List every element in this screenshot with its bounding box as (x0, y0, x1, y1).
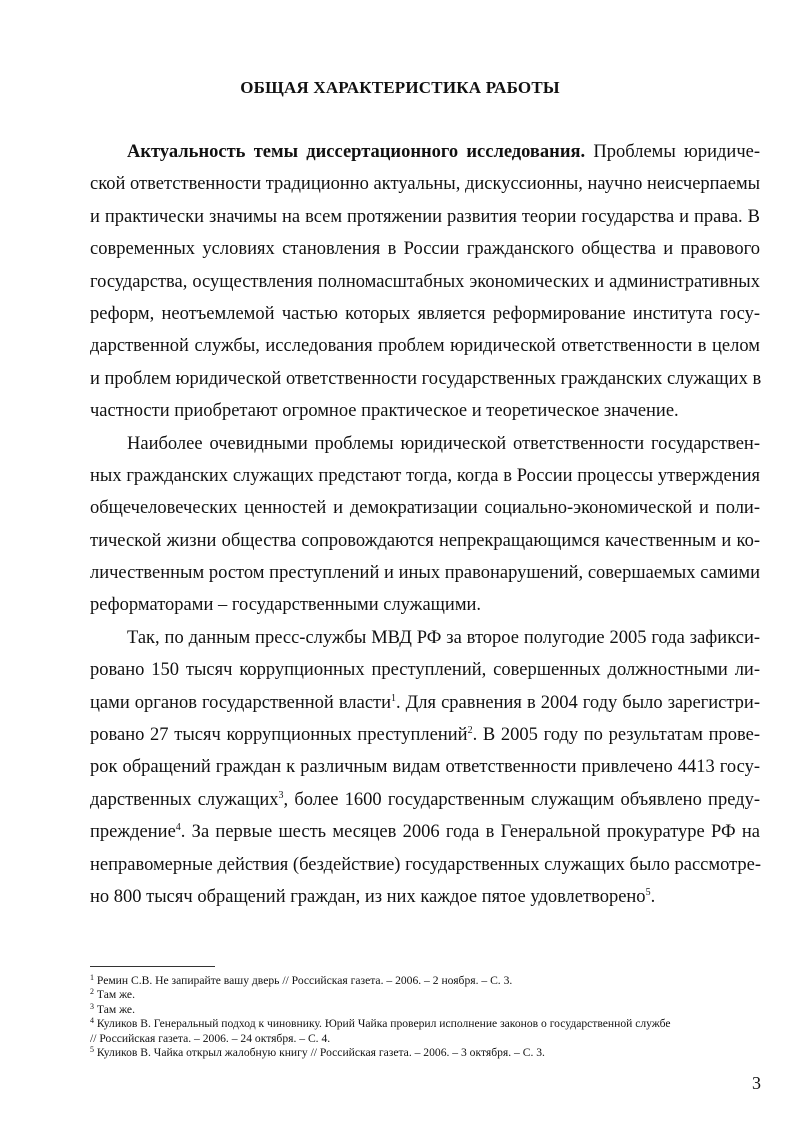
paragraph-line (90, 622, 760, 654)
text-run: ных гражданских служащих предстают тогда, когда в России процессы утверждения (90, 465, 760, 486)
footnote-ref: 3 (278, 789, 284, 801)
text-run: ровано 150 тысяч коррупционных преступлений, совершенных должностными ли- (90, 660, 760, 681)
text-run: современных условиях становления в России гражданского общества и правового (90, 239, 760, 260)
footnote-ref: 5 (90, 1044, 94, 1054)
footnote-ref: 1 (90, 973, 94, 982)
paragraph-line (90, 298, 760, 330)
footnote-ref: 1 (391, 692, 397, 704)
footnote-ref: 2 (90, 987, 94, 997)
text-run: , более 1600 государственным служащим объявлено преду- (283, 789, 760, 810)
paragraph-line (90, 136, 760, 168)
paragraph-line (90, 492, 760, 524)
text-run: частности приобретают огромное практическое и теоретическое значение. (90, 401, 679, 422)
text-run: ровано 27 тысяч коррупционных преступлений (90, 725, 468, 746)
text-run: . (650, 886, 656, 907)
paragraph-line (90, 168, 760, 200)
text-run: . В 2005 году по результатам прове- (472, 725, 760, 746)
text-run: личественным ростом преступлений и иных правонарушений, совершаемых самими (90, 563, 760, 584)
paragraph-line (90, 816, 760, 848)
text-run: Куликов В. Чайка открыл жалобную книгу // Российская газета. – 2006. – 3 октября. – С. 3. (94, 1045, 545, 1059)
paragraph-line (90, 363, 760, 395)
text-run: рок обращений граждан к различным видам ответственности привлечено 4413 госу- (90, 757, 760, 778)
text-run: реформ, неотъемлемой частью которых является реформирование института госу- (90, 303, 760, 324)
footnote-ref: 2 (467, 725, 473, 737)
text-run: . Для сравнения в 2004 году было зарегистри- (396, 692, 760, 713)
text-run: государства, осуществления полномасштабных экономических и административных (90, 271, 760, 292)
footnote-ref: 5 (645, 886, 651, 898)
text-run: Там же. (94, 988, 135, 1002)
footnote (90, 1003, 780, 1017)
footnote (90, 988, 780, 1002)
text-run: Проблемы юридиче- (585, 142, 761, 162)
footnote (90, 1032, 780, 1046)
text-run: тической жизни общества сопровождаются непрекращающимся качественным и ко- (90, 530, 760, 551)
text-run: и практически значимы на всем протяжении развития теории государства и права. В (90, 206, 760, 227)
paragraph-line (90, 557, 760, 589)
text-run: неправомерные действия (бездействие) государственных служащих было рассмотре- (90, 854, 762, 875)
paragraph-line (90, 881, 760, 913)
footnote-ref: 3 (90, 1001, 94, 1011)
paragraph-line (90, 849, 760, 881)
paragraph-line (90, 525, 760, 557)
paragraph-line (90, 233, 760, 265)
text-run: и проблем юридической ответственности государственных гражданских служащих в (90, 368, 762, 389)
paragraph-line (90, 201, 760, 233)
paragraph-line (90, 428, 760, 460)
footnotes (90, 974, 780, 1060)
paragraph-line (90, 751, 760, 783)
footnote-ref: 4 (90, 1016, 94, 1026)
text-run: преждение (90, 822, 176, 843)
paragraph-line (90, 266, 760, 298)
text-run: Там же. (94, 1002, 135, 1016)
footnote (90, 974, 780, 988)
paragraph-line (90, 460, 760, 492)
text-run: // Российская газета. – 2006. – 24 октября. – С. 4. (90, 1031, 331, 1045)
footnote-separator (90, 966, 215, 967)
text-run: . За первые шесть месяцев 2006 года в Генеральной прокуратуре РФ на (180, 822, 760, 843)
text-run: общечеловеческих ценностей и демократизации социально-экономической и поли- (90, 498, 760, 519)
text-run: ской ответственности традиционно актуальны, дискуссионны, научно неисчерпаемы (90, 174, 761, 195)
paragraph-line (90, 784, 760, 816)
text-run: Куликов В. Генеральный подход к чиновнику. Юрий Чайка проверил исполнение законов о государственной службе (94, 1017, 671, 1031)
paragraph-line (90, 395, 760, 427)
text-run: но 800 тысяч обращений граждан, из них каждое пятое удовлетворено (90, 886, 646, 907)
text-run: Ремин С.В. Не запирайте вашу дверь // Российская газета. – 2006. – 2 ноября. – С. 3. (94, 974, 513, 987)
text-run: Так, по данным пресс-службы МВД РФ за второе полугодие 2005 года зафикси- (127, 627, 760, 648)
paragraph-line (90, 719, 760, 751)
footnote (90, 1046, 780, 1060)
page-number: 3 (752, 1073, 761, 1093)
bold-lead-in: Актуальность темы диссертационного исследования. (127, 142, 586, 162)
paragraph-line (90, 330, 760, 362)
paragraph-line (90, 589, 760, 621)
footnote-ref: 4 (175, 822, 181, 834)
paragraph-line (90, 687, 760, 719)
text-run: дарственных служащих (90, 789, 279, 810)
footnote (90, 1017, 780, 1031)
text-run: цами органов государственной власти (90, 692, 392, 713)
text-run: Наиболее очевидными проблемы юридической ответственности государствен- (127, 433, 760, 454)
section-title: ОБЩАЯ ХАРАКТЕРИСТИКА РАБОТЫ (240, 78, 560, 97)
text-run: дарственной службы, исследования проблем юридической ответственности в целом (90, 336, 760, 357)
body-text (90, 136, 760, 913)
text-run: реформаторами – государственными служащими. (90, 595, 482, 616)
paragraph-line (90, 654, 760, 686)
